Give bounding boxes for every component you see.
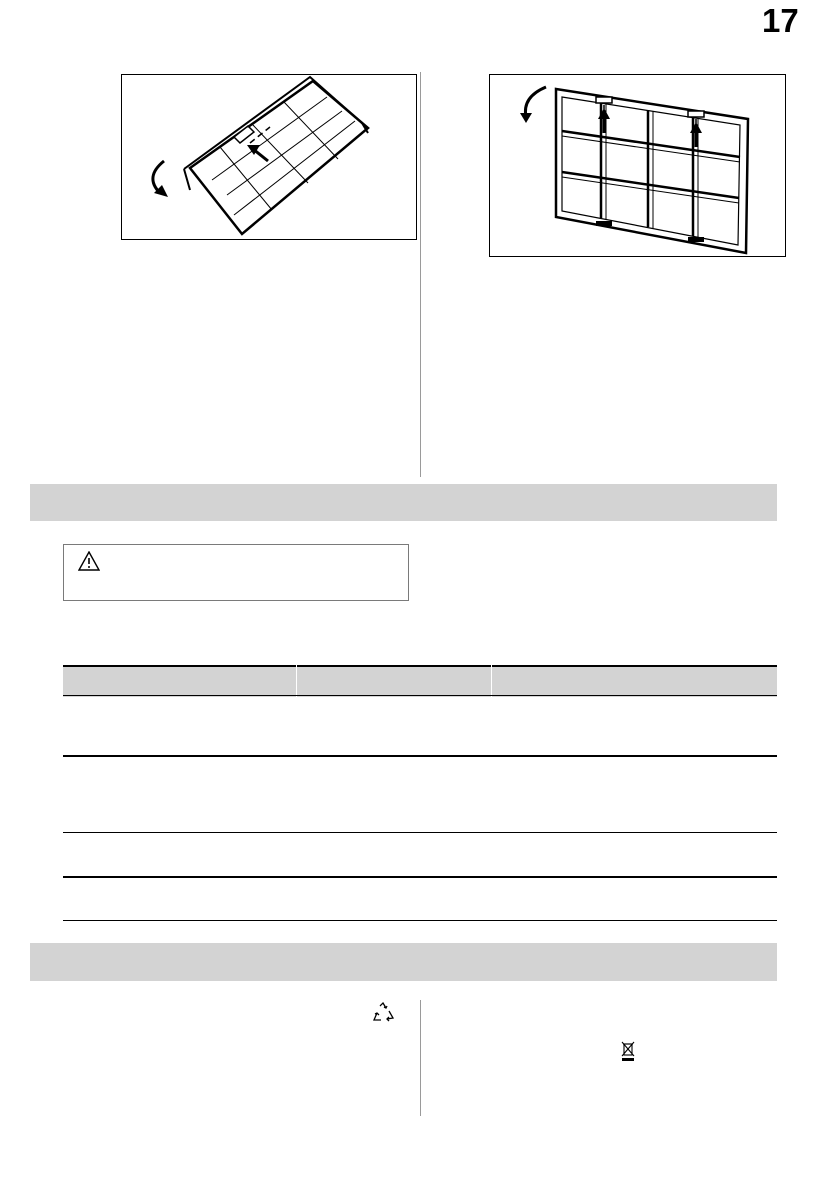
- column-divider: [420, 1000, 421, 1116]
- section-header-bar: [30, 943, 777, 981]
- warning-triangle-icon: [78, 551, 100, 571]
- crossed-bin-icon: [621, 1040, 635, 1062]
- table-row-divider: [63, 832, 777, 833]
- rotate-arrow-icon: [153, 161, 168, 197]
- table-column-separator: [491, 665, 492, 697]
- column-divider: [420, 72, 421, 477]
- page-number: 17: [762, 2, 799, 39]
- recycle-icon: [371, 1002, 395, 1024]
- figure-grease-filter: [489, 74, 786, 257]
- table-row-divider: [63, 695, 777, 696]
- table-column-separator: [296, 665, 297, 697]
- rotate-arrow-icon: [520, 87, 546, 123]
- figure-filter-drawer: [121, 74, 417, 240]
- table-header: [63, 665, 777, 697]
- table-row-divider: [63, 755, 777, 757]
- section-header-bar: [30, 484, 777, 521]
- table-row-divider: [63, 876, 777, 878]
- warning-box: [63, 544, 409, 601]
- filter-drawer-illustration: [122, 75, 416, 239]
- table-row-divider: [63, 920, 777, 921]
- grease-filter-illustration: [490, 75, 785, 256]
